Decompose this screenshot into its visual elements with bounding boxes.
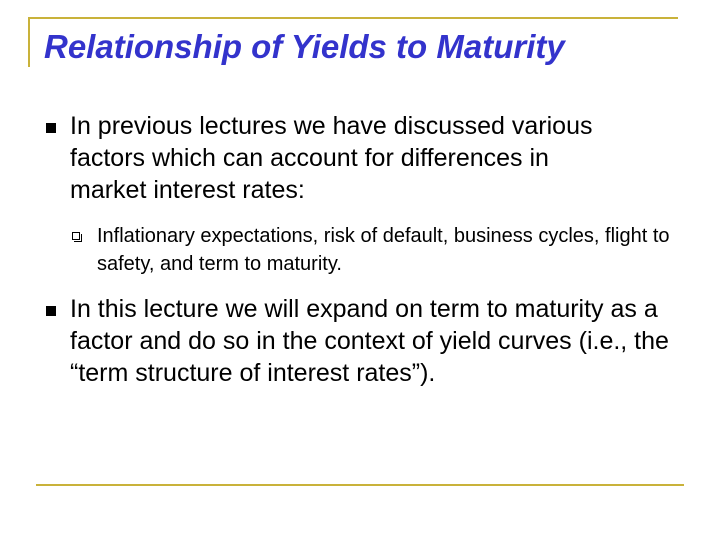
sub-bullet-1-marker [72,232,80,240]
bullet-1-text: In previous lectures we have discussed various factors which can account for differences in market interest rates: [70,112,593,204]
top-rule [28,17,678,19]
sub-bullet-1-text: Inflationary expectations, risk of default, business cycles, flight to safety, and term to maturity. [97,225,670,275]
bullet-1-marker [46,123,56,133]
bottom-rule [36,484,684,486]
bullet-2-text: In this lecture we will expand on term to maturity as a factor and do so in the context of yield curves (i.e., the “term structure of interest rates”). [70,295,669,387]
bullet-2-marker [46,306,56,316]
slide-title: Relationship of Yields to Maturity [44,28,565,65]
left-rule [28,17,30,67]
